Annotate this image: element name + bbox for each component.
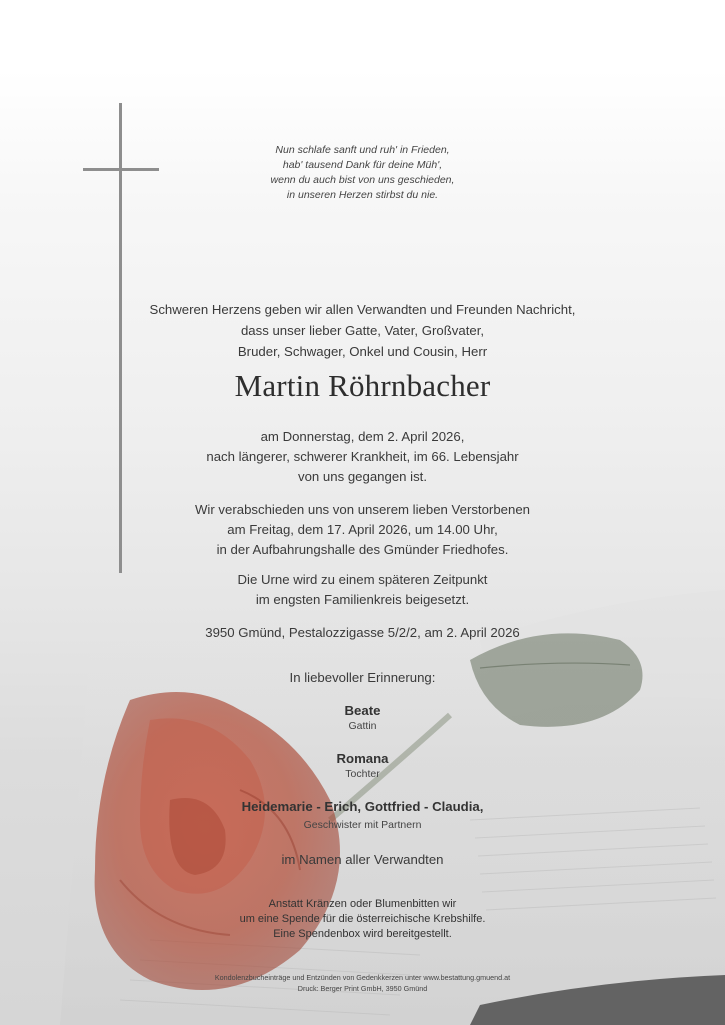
intro-line: Bruder, Schwager, Onkel und Cousin, Herr [237,344,488,359]
funeral-details [0,500,725,560]
funeral-line: Wir verabschieden uns von unserem lieben Verstorbenen [194,502,530,517]
poem-line: Nun schlafe sanft und ruh' in Frieden, [275,144,450,156]
death-line: am Donnerstag, dem 2. April 2026, [260,429,465,444]
donation-request [0,897,725,942]
urn-line: Die Urne wird zu einem späteren Zeitpunkt [237,572,488,587]
announcement-intro [0,299,725,362]
footer-condolence-line: Kondolenzbucheinträge und Entzünden von Gedenkkerzen unter www.bestattung.gmuend.at [214,973,511,982]
relative-role: Gattin [348,720,377,732]
donation-line: Anstatt Kränzen oder Blumenbitten wir [268,898,457,910]
poem-line: in unseren Herzen stirbst du nie. [286,189,439,201]
funeral-line: am Freitag, dem 17. April 2026, um 14.00 Uhr, [227,522,498,537]
death-line: von uns gegangen ist. [297,469,428,484]
place-and-date: 3950 Gmünd, Pestalozzigasse 5/2/2, am 2. April 2026 [205,625,520,640]
relative-role: Geschwister mit Partnern [303,819,422,831]
relative-name: Romana [336,751,389,766]
urn-notice [0,570,725,610]
relative-role: Tochter [345,768,380,780]
death-line: nach längerer, schwerer Krankheit, im 66. Lebensjahr [206,449,519,464]
intro-line: dass unser lieber Gatte, Vater, Großvater, [240,323,485,338]
relative-name: Heidemarie - Erich, Gottfried - Claudia, [241,799,484,814]
donation-line: Eine Spendenbox wird bereitgestellt. [273,928,452,940]
poem-line: wenn du auch bist von uns geschieden, [270,174,455,186]
funeral-line: in der Aufbahrungshalle des Gmünder Friedhofes. [216,542,509,557]
poem-line: hab' tausend Dank für deine Müh', [282,159,443,171]
death-notice [0,427,725,487]
urn-line: im engsten Familienkreis beigesetzt. [255,592,470,607]
donation-line: um eine Spende für die österreichische Krebshilfe. [239,913,486,925]
memory-heading: In liebevoller Erinnerung: [289,670,436,685]
intro-line: Schweren Herzens geben wir allen Verwandten und Freunden Nachricht, [149,302,576,317]
footer [0,972,725,994]
relative-name: Beate [344,703,381,718]
poem [0,143,725,203]
footer-print-line: Druck: Berger Print GmbH, 3950 Gmünd [297,984,428,993]
deceased-name: Martin Röhrnbacher [234,368,491,403]
on-behalf-line: im Namen aller Verwandten [281,852,444,867]
